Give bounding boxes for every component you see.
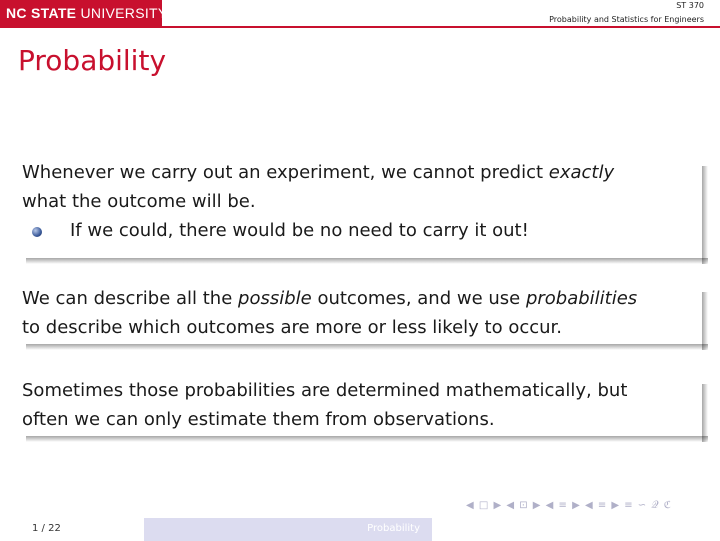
block2-line2: to describe which outcomes are more or less likely to occur. — [22, 317, 563, 338]
block-shadow-right — [702, 384, 708, 442]
block-shadow-bottom — [26, 258, 708, 264]
block1-line2: what the outcome will be. — [22, 191, 256, 212]
slide-title: Probability — [18, 44, 167, 77]
bullet-item: If we could, there would be no need to carry it out! — [22, 216, 702, 245]
footer-right — [432, 518, 720, 541]
ncstate-logo: NC STATE UNIVERSITY — [0, 0, 162, 26]
course-code: ST 370 — [676, 1, 704, 10]
text-block-3 — [22, 376, 702, 436]
block-shadow-bottom — [26, 344, 708, 350]
text-block-2 — [22, 284, 702, 344]
block3-line1: Sometimes those probabilities are determined mathematically, but — [22, 380, 628, 401]
block3-line2: often we can only estimate them from observations. — [22, 409, 495, 430]
header-bar — [0, 0, 720, 28]
header-rule — [0, 26, 720, 28]
footer-left — [0, 518, 144, 541]
beamer-navigation-icons[interactable]: ◀ □ ▶ ◀ ⊡ ▶ ◀ ≡ ▶ ◀ ≡ ▶ ≡ ∽ 𝒬 ℭ — [466, 500, 672, 511]
block2-line1: We can describe all the possible outcomes, and we use probabilities — [22, 288, 638, 309]
footer-title: Probability — [367, 523, 420, 534]
block-shadow-right — [702, 166, 708, 264]
bullet-ball-icon — [32, 227, 42, 237]
block-shadow-bottom — [26, 436, 708, 442]
text-block-1 — [22, 158, 702, 258]
footer — [0, 518, 720, 541]
block-shadow-right — [702, 292, 708, 350]
course-name: Probability and Statistics for Engineers — [549, 15, 704, 24]
footer-title-box — [144, 518, 432, 541]
page-number: 1 / 22 — [32, 523, 61, 534]
block1-line1: Whenever we carry out an experiment, we cannot predict exactly — [22, 162, 615, 183]
